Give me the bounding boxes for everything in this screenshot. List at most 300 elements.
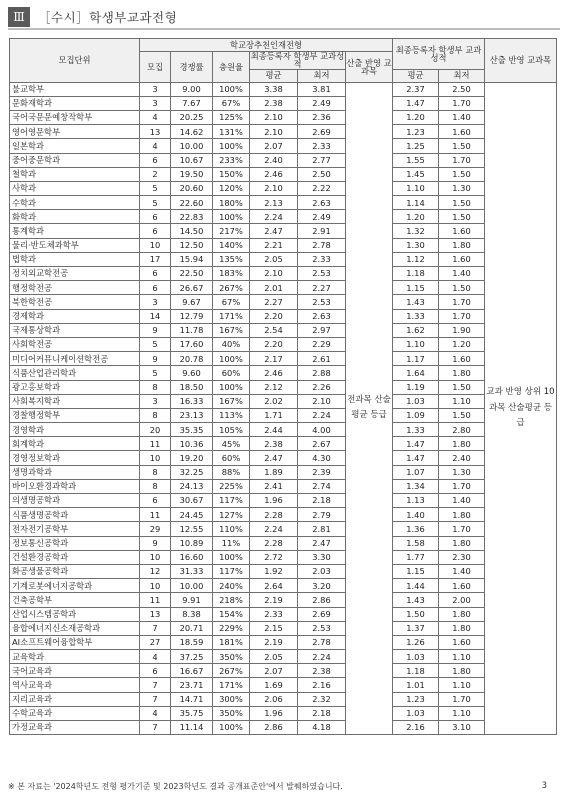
cell-min-b: 1.60: [439, 635, 485, 649]
cell-unit: 철학과: [10, 167, 140, 181]
cell-avg-a: 2.33: [250, 607, 298, 621]
cell-avg-b: 1.47: [393, 437, 439, 451]
cell-quota: 6: [140, 281, 171, 295]
cell-avg-b: 1.12: [393, 252, 439, 266]
cell-quota: 10: [140, 579, 171, 593]
footnote: ※ 본 자료는 '2024학년도 전형 평가기준 및 2023학년도 결과 공개표준안'에서 발췌하였습니다.: [8, 782, 343, 791]
cell-unit: 통계학과: [10, 224, 140, 238]
cell-fill: 117%: [213, 494, 250, 508]
cell-quota: 13: [140, 125, 171, 139]
cell-unit: 물리·반도체과학부: [10, 238, 140, 252]
cell-quota: 4: [140, 650, 171, 664]
cell-avg-a: 2.13: [250, 196, 298, 210]
cell-unit: 문화재학과: [10, 96, 140, 110]
cell-ratio: 24.45: [171, 508, 213, 522]
header-fill: 충원율: [213, 52, 250, 83]
cell-ratio: 35.75: [171, 706, 213, 720]
cell-min-b: 1.70: [439, 692, 485, 706]
cell-fill: 88%: [213, 465, 250, 479]
cell-avg-b: 1.09: [393, 408, 439, 422]
cell-fill: 110%: [213, 522, 250, 536]
cell-min-b: 1.70: [439, 309, 485, 323]
cell-ratio: 17.60: [171, 337, 213, 351]
table-row: [10, 252, 557, 266]
cell-min-a: 2.63: [298, 309, 346, 323]
table-row: [10, 267, 557, 281]
cell-fill: 125%: [213, 110, 250, 124]
cell-min-a: 2.78: [298, 238, 346, 252]
cell-fill: 167%: [213, 323, 250, 337]
cell-fill: 127%: [213, 508, 250, 522]
cell-fill: 113%: [213, 408, 250, 422]
cell-ratio: 20.25: [171, 110, 213, 124]
cell-min-a: 2.33: [298, 139, 346, 153]
cell-fill: 150%: [213, 167, 250, 181]
cell-ratio: 32.25: [171, 465, 213, 479]
cell-min-a: 2.16: [298, 678, 346, 692]
cell-unit: 가정교육과: [10, 721, 140, 735]
cell-min-a: 2.49: [298, 210, 346, 224]
cell-avg-b: 1.64: [393, 366, 439, 380]
cell-ratio: 19.20: [171, 451, 213, 465]
cell-avg-b: 1.20: [393, 110, 439, 124]
cell-ratio: 24.13: [171, 479, 213, 493]
cell-min-b: 1.10: [439, 678, 485, 692]
cell-quota: 8: [140, 465, 171, 479]
cell-avg-b: 1.34: [393, 479, 439, 493]
cell-fill: 100%: [213, 352, 250, 366]
cell-quota: 4: [140, 110, 171, 124]
cell-quota: 29: [140, 522, 171, 536]
cell-avg-b: 1.03: [393, 706, 439, 720]
cell-unit: 행정학전공: [10, 281, 140, 295]
cell-ratio: 12.50: [171, 238, 213, 252]
cell-min-a: 2.49: [298, 96, 346, 110]
cell-min-b: 1.20: [439, 337, 485, 351]
cell-avg-a: 2.47: [250, 451, 298, 465]
cell-min-b: 1.60: [439, 252, 485, 266]
cell-ratio: 35.35: [171, 423, 213, 437]
cell-min-a: 2.91: [298, 224, 346, 238]
cell-quota: 7: [140, 692, 171, 706]
cell-avg-b: 1.14: [393, 196, 439, 210]
cell-fill: 154%: [213, 607, 250, 621]
merged-subject-a: 전과목 산술평균 등급: [346, 82, 393, 735]
cell-quota: 8: [140, 479, 171, 493]
cell-min-a: 2.88: [298, 366, 346, 380]
cell-avg-b: 1.18: [393, 664, 439, 678]
table-body: [10, 82, 557, 735]
cell-fill: 180%: [213, 196, 250, 210]
cell-avg-a: 2.28: [250, 536, 298, 550]
cell-avg-a: 2.44: [250, 423, 298, 437]
cell-min-a: 2.78: [298, 635, 346, 649]
table-row: [10, 394, 557, 408]
cell-quota: 9: [140, 536, 171, 550]
cell-min-a: 3.30: [298, 550, 346, 564]
cell-avg-b: 1.10: [393, 181, 439, 195]
cell-min-b: 1.70: [439, 479, 485, 493]
cell-fill: 181%: [213, 635, 250, 649]
header-min-b: 최저: [439, 69, 485, 82]
cell-unit: 사학과: [10, 181, 140, 195]
cell-fill: 171%: [213, 309, 250, 323]
cell-ratio: 22.50: [171, 267, 213, 281]
cell-min-a: 2.63: [298, 196, 346, 210]
cell-avg-b: 1.33: [393, 423, 439, 437]
cell-unit: 역사교육과: [10, 678, 140, 692]
cell-avg-b: 1.43: [393, 295, 439, 309]
cell-min-b: 1.30: [439, 181, 485, 195]
cell-fill: 67%: [213, 295, 250, 309]
header-group: 학교장추천인재전형: [140, 39, 393, 52]
cell-quota: 6: [140, 153, 171, 167]
cell-unit: 경찰행정학부: [10, 408, 140, 422]
cell-avg-a: 2.38: [250, 437, 298, 451]
section-number: Ⅲ: [8, 7, 30, 27]
cell-min-b: 1.60: [439, 352, 485, 366]
cell-ratio: 22.83: [171, 210, 213, 224]
table-row: [10, 82, 557, 96]
cell-quota: 11: [140, 437, 171, 451]
cell-avg-a: 2.24: [250, 210, 298, 224]
cell-avg-b: 1.15: [393, 281, 439, 295]
cell-fill: 217%: [213, 224, 250, 238]
table-row: [10, 167, 557, 181]
cell-avg-a: 1.96: [250, 706, 298, 720]
cell-min-b: 1.50: [439, 196, 485, 210]
cell-fill: 267%: [213, 281, 250, 295]
cell-min-a: 2.36: [298, 110, 346, 124]
cell-quota: 20: [140, 423, 171, 437]
cell-unit: 건설환경공학과: [10, 550, 140, 564]
cell-unit: AI소프트웨어융합학부: [10, 635, 140, 649]
cell-unit: 회계학과: [10, 437, 140, 451]
cell-avg-a: 2.10: [250, 267, 298, 281]
cell-avg-a: 2.24: [250, 522, 298, 536]
cell-min-b: 1.50: [439, 167, 485, 181]
cell-min-a: 2.79: [298, 508, 346, 522]
cell-ratio: 10.00: [171, 579, 213, 593]
cell-avg-a: 2.41: [250, 479, 298, 493]
table-row: [10, 579, 557, 593]
cell-quota: 6: [140, 267, 171, 281]
cell-unit: 바이오환경과학과: [10, 479, 140, 493]
cell-ratio: 30.67: [171, 494, 213, 508]
cell-avg-a: 2.20: [250, 337, 298, 351]
cell-min-a: 2.77: [298, 153, 346, 167]
cell-min-a: 2.03: [298, 564, 346, 578]
cell-avg-b: 1.50: [393, 607, 439, 621]
merged-subject-b: 교과 반영 상위 10과목 산술평균 등급: [485, 82, 557, 735]
cell-min-a: 2.26: [298, 380, 346, 394]
cell-min-a: 2.24: [298, 650, 346, 664]
cell-min-b: 2.80: [439, 423, 485, 437]
cell-avg-b: 1.10: [393, 337, 439, 351]
section-title: ［수시］학생부교과전형: [38, 10, 178, 25]
cell-quota: 7: [140, 721, 171, 735]
cell-avg-b: 1.30: [393, 238, 439, 252]
cell-min-a: 2.69: [298, 607, 346, 621]
cell-ratio: 16.67: [171, 664, 213, 678]
table-row: [10, 337, 557, 351]
cell-unit: 국어교육과: [10, 664, 140, 678]
cell-fill: 100%: [213, 721, 250, 735]
cell-ratio: 10.67: [171, 153, 213, 167]
cell-unit: 수학과: [10, 196, 140, 210]
table-row: [10, 593, 557, 607]
cell-ratio: 11.78: [171, 323, 213, 337]
cell-fill: 240%: [213, 579, 250, 593]
cell-avg-a: 2.19: [250, 635, 298, 649]
table-row: [10, 295, 557, 309]
cell-min-b: 1.60: [439, 224, 485, 238]
cell-ratio: 10.00: [171, 139, 213, 153]
cell-avg-b: 1.47: [393, 96, 439, 110]
cell-ratio: 23.13: [171, 408, 213, 422]
cell-fill: 100%: [213, 210, 250, 224]
cell-min-a: 2.24: [298, 408, 346, 422]
cell-unit: 식품산업관리학과: [10, 366, 140, 380]
table-row: [10, 678, 557, 692]
cell-quota: 12: [140, 564, 171, 578]
cell-quota: 11: [140, 508, 171, 522]
cell-fill: 100%: [213, 82, 250, 96]
table-row: [10, 281, 557, 295]
header-subject-b: 산출 반영 교과목: [485, 39, 557, 83]
cell-min-a: 4.30: [298, 451, 346, 465]
cell-min-b: 1.70: [439, 522, 485, 536]
cell-unit: 경영정보학과: [10, 451, 140, 465]
table-row: [10, 238, 557, 252]
cell-fill: 267%: [213, 664, 250, 678]
cell-min-a: 2.47: [298, 536, 346, 550]
cell-fill: 45%: [213, 437, 250, 451]
cell-ratio: 20.71: [171, 621, 213, 635]
cell-fill: 171%: [213, 678, 250, 692]
cell-quota: 8: [140, 408, 171, 422]
table-row: [10, 550, 557, 564]
cell-min-b: 1.60: [439, 579, 485, 593]
cell-min-a: 4.18: [298, 721, 346, 735]
cell-min-a: 3.81: [298, 82, 346, 96]
cell-avg-b: 1.23: [393, 692, 439, 706]
cell-avg-b: 1.62: [393, 323, 439, 337]
cell-avg-b: 1.15: [393, 564, 439, 578]
cell-quota: 6: [140, 210, 171, 224]
cell-avg-a: 2.12: [250, 380, 298, 394]
cell-min-a: 2.86: [298, 593, 346, 607]
cell-avg-a: 2.72: [250, 550, 298, 564]
cell-min-b: 1.80: [439, 621, 485, 635]
cell-avg-b: 1.17: [393, 352, 439, 366]
cell-avg-a: 2.10: [250, 181, 298, 195]
cell-avg-a: 1.71: [250, 408, 298, 422]
section-header: [8, 6, 560, 28]
table-row: [10, 408, 557, 422]
cell-unit: 사회복지학과: [10, 394, 140, 408]
cell-unit: 기계로봇에너지공학과: [10, 579, 140, 593]
cell-quota: 4: [140, 139, 171, 153]
cell-unit: 수학교육과: [10, 706, 140, 720]
cell-min-a: 2.53: [298, 621, 346, 635]
cell-ratio: 10.36: [171, 437, 213, 451]
cell-avg-b: 1.01: [393, 678, 439, 692]
cell-ratio: 18.59: [171, 635, 213, 649]
table-row: [10, 96, 557, 110]
cell-min-a: 2.29: [298, 337, 346, 351]
cell-quota: 6: [140, 224, 171, 238]
table-row: [10, 309, 557, 323]
cell-fill: 229%: [213, 621, 250, 635]
cell-unit: 미디어커뮤니케이션학전공: [10, 352, 140, 366]
cell-fill: 40%: [213, 337, 250, 351]
table-row: [10, 508, 557, 522]
table-row: [10, 210, 557, 224]
cell-ratio: 31.33: [171, 564, 213, 578]
cell-unit: 국어국문문예창작학부: [10, 110, 140, 124]
cell-ratio: 23.71: [171, 678, 213, 692]
cell-avg-b: 1.26: [393, 635, 439, 649]
cell-ratio: 7.67: [171, 96, 213, 110]
cell-ratio: 8.38: [171, 607, 213, 621]
table-row: [10, 692, 557, 706]
cell-min-b: 1.30: [439, 465, 485, 479]
cell-avg-b: 1.33: [393, 309, 439, 323]
cell-unit: 경제학과: [10, 309, 140, 323]
table-row: [10, 224, 557, 238]
admission-results-table: [9, 38, 557, 735]
table-row: [10, 423, 557, 437]
cell-unit: 중어중문학과: [10, 153, 140, 167]
cell-avg-a: 2.46: [250, 366, 298, 380]
table-row: [10, 110, 557, 124]
cell-min-b: 1.50: [439, 408, 485, 422]
table-row: [10, 564, 557, 578]
table-row: [10, 366, 557, 380]
cell-ratio: 9.91: [171, 593, 213, 607]
cell-min-a: 3.20: [298, 579, 346, 593]
cell-avg-a: 2.05: [250, 650, 298, 664]
cell-fill: 100%: [213, 139, 250, 153]
cell-min-b: 1.40: [439, 564, 485, 578]
table-row: [10, 721, 557, 735]
cell-min-b: 1.60: [439, 125, 485, 139]
cell-avg-b: 1.58: [393, 536, 439, 550]
table-row: [10, 621, 557, 635]
table-row: [10, 465, 557, 479]
cell-min-b: 1.40: [439, 110, 485, 124]
table-row: [10, 706, 557, 720]
cell-quota: 7: [140, 678, 171, 692]
cell-quota: 7: [140, 621, 171, 635]
cell-min-a: 2.18: [298, 494, 346, 508]
cell-avg-a: 2.07: [250, 664, 298, 678]
cell-fill: 233%: [213, 153, 250, 167]
header-final-b: 최종등록자 학생부 교과성적: [393, 39, 485, 70]
cell-unit: 화공생물공학과: [10, 564, 140, 578]
cell-avg-b: 1.19: [393, 380, 439, 394]
cell-fill: 140%: [213, 238, 250, 252]
header-min-a: 최저: [298, 69, 346, 82]
cell-unit: 식품생명공학과: [10, 508, 140, 522]
table-row: [10, 437, 557, 451]
cell-avg-a: 2.28: [250, 508, 298, 522]
header-avg-a: 평균: [250, 69, 298, 82]
cell-quota: 5: [140, 181, 171, 195]
cell-unit: 영어영문학부: [10, 125, 140, 139]
table-row: [10, 380, 557, 394]
cell-ratio: 12.55: [171, 522, 213, 536]
table-row: [10, 196, 557, 210]
cell-ratio: 9.60: [171, 366, 213, 380]
cell-min-b: 2.40: [439, 451, 485, 465]
cell-min-b: 1.40: [439, 267, 485, 281]
table-row: [10, 664, 557, 678]
cell-fill: 167%: [213, 394, 250, 408]
cell-min-b: 1.90: [439, 323, 485, 337]
cell-ratio: 12.79: [171, 309, 213, 323]
cell-min-b: 2.00: [439, 593, 485, 607]
cell-unit: 생명과학과: [10, 465, 140, 479]
cell-avg-b: 1.23: [393, 125, 439, 139]
cell-avg-b: 1.36: [393, 522, 439, 536]
header-quota: 모집: [140, 52, 171, 83]
cell-unit: 일본학과: [10, 139, 140, 153]
cell-quota: 14: [140, 309, 171, 323]
cell-min-b: 1.80: [439, 238, 485, 252]
cell-min-a: 2.22: [298, 181, 346, 195]
cell-min-b: 2.30: [439, 550, 485, 564]
cell-avg-b: 1.37: [393, 621, 439, 635]
cell-min-b: 2.50: [439, 82, 485, 96]
cell-quota: 5: [140, 366, 171, 380]
cell-fill: 60%: [213, 451, 250, 465]
table-row: [10, 352, 557, 366]
cell-avg-a: 2.47: [250, 224, 298, 238]
cell-avg-a: 2.05: [250, 252, 298, 266]
cell-fill: 135%: [213, 252, 250, 266]
table-row: [10, 153, 557, 167]
cell-min-a: 2.50: [298, 167, 346, 181]
cell-min-a: 2.33: [298, 252, 346, 266]
cell-quota: 5: [140, 196, 171, 210]
cell-avg-b: 1.43: [393, 593, 439, 607]
cell-min-b: 1.40: [439, 494, 485, 508]
header-avg-b: 평균: [393, 69, 439, 82]
cell-avg-b: 1.44: [393, 579, 439, 593]
cell-min-a: 2.18: [298, 706, 346, 720]
cell-fill: 350%: [213, 650, 250, 664]
cell-avg-a: 1.89: [250, 465, 298, 479]
cell-avg-b: 1.77: [393, 550, 439, 564]
cell-ratio: 16.33: [171, 394, 213, 408]
cell-fill: 225%: [213, 479, 250, 493]
table-row: [10, 635, 557, 649]
cell-avg-b: 1.03: [393, 394, 439, 408]
cell-avg-a: 2.38: [250, 96, 298, 110]
cell-quota: 4: [140, 706, 171, 720]
cell-min-a: 2.74: [298, 479, 346, 493]
cell-unit: 건축공학부: [10, 593, 140, 607]
table-row: [10, 522, 557, 536]
cell-fill: 60%: [213, 366, 250, 380]
cell-avg-a: 2.10: [250, 125, 298, 139]
cell-min-b: 1.80: [439, 664, 485, 678]
cell-quota: 3: [140, 96, 171, 110]
cell-unit: 의생명공학과: [10, 494, 140, 508]
cell-avg-b: 1.45: [393, 167, 439, 181]
